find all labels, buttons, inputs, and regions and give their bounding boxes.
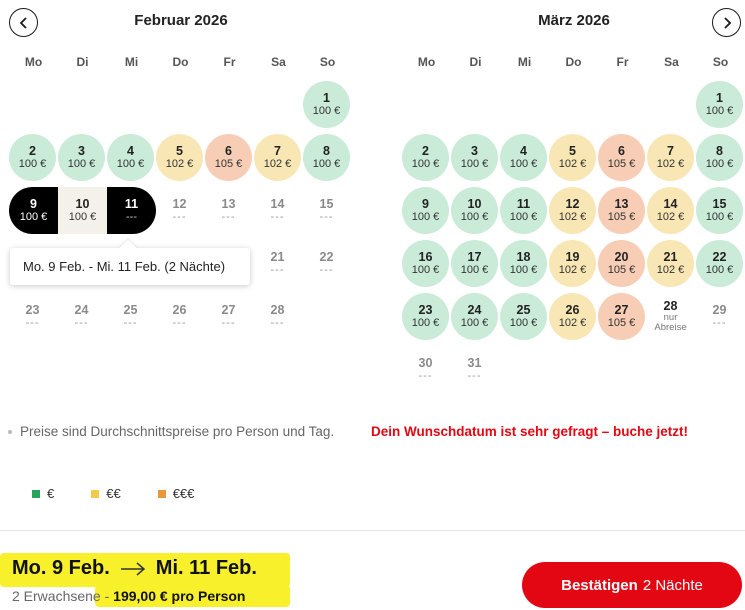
day-number: 19 [565,249,580,264]
day-cell-15[interactable] [303,187,350,234]
day-cell-14[interactable] [647,187,694,234]
day-price: 100 € [460,158,489,171]
day-price: --- [712,317,727,330]
day-price: 100 € [705,158,734,171]
day-cell-30[interactable] [402,346,449,393]
day-cell-3[interactable] [58,134,105,181]
day-number: 8 [323,143,330,158]
day-price: 100 € [460,211,489,224]
day-number: 5 [569,143,576,158]
day-number: 26 [172,302,187,317]
day-cell-2[interactable] [402,134,449,181]
weekday-label: Mi [124,55,139,69]
legend-item-low [32,486,54,501]
day-number: 25 [123,302,138,317]
day-price: --- [172,211,187,224]
day-number: 27 [221,302,236,317]
day-price: 105 € [607,158,636,171]
day-cell-21[interactable] [647,240,694,287]
day-price: 100 € [116,158,145,171]
day-number: 27 [614,302,629,317]
day-number: 23 [418,302,433,317]
day-cell-25[interactable] [500,293,547,340]
day-price: --- [126,211,137,224]
day-cell-11[interactable] [500,187,547,234]
day-cell-26[interactable] [549,293,596,340]
legend-label: € [47,486,55,501]
weekday-label: Sa [664,55,679,69]
day-cell-13[interactable] [205,187,252,234]
day-price: 100 € [509,158,538,171]
start-date: Mo. 9 Feb. [12,557,110,579]
day-number: 21 [663,249,678,264]
calendar-month-march [402,0,745,390]
day-number: 20 [614,249,629,264]
day-price: 100 € [460,264,489,277]
day-number: 9 [30,196,37,211]
confirm-button[interactable] [522,562,742,608]
legend-swatch [91,490,99,498]
day-cell-4[interactable] [107,134,154,181]
day-price: --- [270,317,285,330]
day-number: 10 [467,196,482,211]
day-number: 18 [516,249,531,264]
day-cell-10[interactable] [451,187,498,234]
weekday-label: Fr [223,55,236,69]
guest-summary [12,588,245,604]
day-price: 100 € [411,264,440,277]
day-number: 7 [274,143,281,158]
weekday-label: Fr [616,55,629,69]
day-number: 4 [520,143,527,158]
day-price: 100 € [67,158,96,171]
day-cell-25[interactable] [107,293,154,340]
day-price: 100 € [411,317,440,330]
day-number: 22 [319,249,334,264]
day-number: 16 [418,249,433,264]
day-number: 23 [25,302,40,317]
day-cell-23[interactable] [402,293,449,340]
day-cell-13[interactable] [598,187,645,234]
day-number: 15 [319,196,334,211]
weekday-label: So [712,55,729,69]
price-legend [32,486,231,501]
day-cell-8[interactable] [696,134,743,181]
weekday-label: Di [469,55,482,69]
weekday-label: Mo [24,55,43,69]
day-number: 15 [712,196,727,211]
day-number: 4 [127,143,134,158]
demand-notice: Dein Wunschdatum ist sehr gefragt – buche jetzt! [371,424,689,439]
day-cell-27[interactable] [598,293,645,340]
day-number: 22 [712,249,727,264]
day-price: --- [418,370,433,383]
day-number: 8 [716,143,723,158]
day-price: 100 € [411,211,440,224]
day-cell-22[interactable] [303,240,350,287]
day-cell-16[interactable] [402,240,449,287]
day-price: 100 € [312,158,341,171]
day-price: --- [319,211,334,224]
weekday-label: Do [172,55,189,69]
day-price: --- [319,264,334,277]
day-price: 105 € [607,264,636,277]
day-cell-31[interactable] [451,346,498,393]
day-number: 28 [270,302,285,317]
day-number: 9 [422,196,429,211]
day-number: 2 [422,143,429,158]
weekday-label: So [319,55,336,69]
day-number: 25 [516,302,531,317]
day-price: 100 € [509,264,538,277]
day-price: 100 € [411,158,440,171]
weekday-label: Sa [271,55,286,69]
day-number: 6 [225,143,232,158]
day-price: 100 € [705,264,734,277]
day-price: --- [172,317,187,330]
day-price: 100 € [509,317,538,330]
weekday-label: Do [565,55,582,69]
day-cell-28[interactable] [254,293,301,340]
day-cell-29[interactable] [696,293,743,340]
guest-count: 2 Erwachsene - [12,588,110,604]
day-number: 13 [614,196,629,211]
day-cell-14[interactable] [254,187,301,234]
weekday-label: Di [76,55,89,69]
day-cell-5[interactable] [549,134,596,181]
day-cell-9[interactable] [9,187,58,234]
day-price: 102 € [558,158,587,171]
day-number: 6 [618,143,625,158]
day-cell-17[interactable] [451,240,498,287]
legend-label: €€€ [172,486,195,501]
day-cell-12[interactable] [156,187,203,234]
day-price: 102 € [558,211,587,224]
month-title: Februar 2026 [134,12,228,29]
day-cell-8[interactable] [303,134,350,181]
day-price: 100 € [509,211,538,224]
day-cell-20[interactable] [598,240,645,287]
day-cell-28[interactable] [647,293,694,340]
calendar-month-february [9,0,353,390]
legend-swatch [32,490,40,498]
selection-tooltip: Mo. 9 Feb. - Mi. 11 Feb. (2 Nächte) [10,248,250,285]
day-price: 105 € [214,158,243,171]
day-number: 14 [663,196,678,211]
day-cell-22[interactable] [696,240,743,287]
day-cell-24[interactable] [58,293,105,340]
day-cell-19[interactable] [549,240,596,287]
day-cell-9[interactable] [402,187,449,234]
day-number: 30 [418,355,433,370]
weekday-header [9,55,353,69]
price-info [8,425,353,439]
day-price: 102 € [656,264,685,277]
day-cell-27[interactable] [205,293,252,340]
day-cell-7[interactable] [254,134,301,181]
day-number: 26 [565,302,580,317]
weekday-label: Mi [517,55,532,69]
weekday-header [402,55,745,69]
day-cell-1[interactable] [696,81,743,128]
day-price: 102 € [558,264,587,277]
day-number: 2 [29,143,36,158]
day-number: 7 [667,143,674,158]
confirm-nights: 2 Nächte [642,576,703,594]
bullet-icon [8,430,12,434]
day-cell-15[interactable] [696,187,743,234]
day-cell-1[interactable] [303,81,350,128]
day-price: 100 € [460,317,489,330]
selected-dates [12,557,257,580]
day-number: 11 [124,196,139,211]
day-price: 100 € [18,158,47,171]
day-cell-18[interactable] [500,240,547,287]
day-price: 102 € [656,158,685,171]
day-number: 1 [716,90,723,105]
day-number: 3 [471,143,478,158]
day-cell-3[interactable] [451,134,498,181]
day-price: --- [467,370,482,383]
day-number: 5 [176,143,183,158]
day-price: --- [270,264,285,277]
day-number: 1 [323,90,330,105]
day-number: 3 [78,143,85,158]
day-price: 105 € [607,211,636,224]
legend-item-high [158,486,195,501]
legend-item-mid [91,486,120,501]
day-price: --- [123,317,138,330]
price-info-text: Preise sind Durchschnittspreise pro Person und Tag. [20,424,335,439]
day-number: 13 [221,196,236,211]
day-cell-24[interactable] [451,293,498,340]
departure-note: nur Abreise [654,312,687,334]
day-number: 12 [172,196,187,211]
day-cell-10[interactable] [58,187,107,234]
day-number: 11 [516,196,531,211]
day-number: 10 [75,196,90,211]
day-cell-4[interactable] [500,134,547,181]
day-cell-23[interactable] [9,293,56,340]
day-price: --- [74,317,89,330]
day-cell-11[interactable] [107,187,156,234]
day-price: 102 € [263,158,292,171]
day-number: 12 [565,196,580,211]
arrow-right-icon [120,562,146,576]
day-price: 100 € [705,211,734,224]
day-price: 102 € [656,211,685,224]
day-number: 31 [467,355,482,370]
day-price: --- [221,211,236,224]
day-price: --- [221,317,236,330]
day-price: 100 € [19,211,48,224]
weekday-label: Mo [417,55,436,69]
day-cell-26[interactable] [156,293,203,340]
day-price: 102 € [558,317,587,330]
day-price: 105 € [607,317,636,330]
day-price: --- [270,211,285,224]
day-number: 21 [270,249,285,264]
day-price: 102 € [165,158,194,171]
month-title: März 2026 [538,12,610,29]
day-number: 28 [663,298,678,313]
day-number: 24 [74,302,89,317]
day-cell-2[interactable] [9,134,56,181]
end-date: Mi. 11 Feb. [155,557,257,579]
day-price: --- [25,317,40,330]
day-cell-7[interactable] [647,134,694,181]
day-cell-6[interactable] [205,134,252,181]
day-number: 29 [712,302,727,317]
day-price: 100 € [705,105,734,118]
day-number: 14 [270,196,285,211]
legend-label: €€ [106,486,121,501]
day-price: 100 € [68,211,97,224]
divider [0,530,745,531]
day-cell-5[interactable] [156,134,203,181]
day-cell-21[interactable] [254,240,301,287]
confirm-label: Bestätigen [561,576,638,594]
day-cell-6[interactable] [598,134,645,181]
day-price: 100 € [312,105,341,118]
legend-swatch [158,490,166,498]
day-cell-12[interactable] [549,187,596,234]
total-price: 199,00 € pro Person [113,588,246,604]
day-number: 17 [467,249,482,264]
day-number: 24 [467,302,482,317]
